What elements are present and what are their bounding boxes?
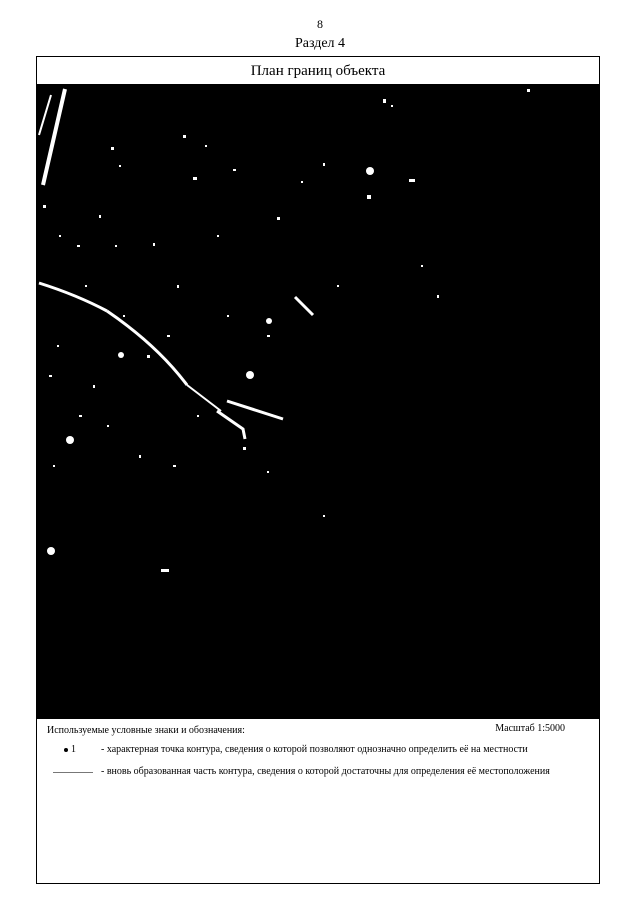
map-blob bbox=[366, 167, 374, 175]
map-image bbox=[37, 85, 599, 719]
legend-item-text: - характерная точка контура, сведения о которой позволяют однозначно определить её на местности bbox=[101, 744, 528, 755]
page-number: 8 bbox=[317, 17, 323, 31]
legend-item-text: - вновь образованная часть контура, сведения о которой достаточны для определения её местоположения bbox=[101, 766, 550, 777]
map-blob bbox=[47, 547, 55, 555]
point-icon bbox=[59, 745, 99, 757]
plan-frame bbox=[36, 56, 600, 884]
line-icon bbox=[59, 767, 99, 779]
map-raster bbox=[37, 85, 599, 719]
map-blob bbox=[118, 352, 124, 358]
map-blob bbox=[66, 436, 74, 444]
plan-title: План границ объекта bbox=[37, 57, 599, 85]
map-blob bbox=[246, 371, 254, 379]
legend-header: Используемые условные знаки и обозначения: bbox=[47, 725, 245, 736]
map-background bbox=[37, 85, 599, 719]
section-title: Раздел 4 bbox=[294, 36, 346, 51]
scale-label: Масштаб 1:5000 bbox=[495, 723, 565, 734]
point-icon-label: 1 bbox=[71, 744, 76, 755]
map-blob bbox=[266, 318, 272, 324]
